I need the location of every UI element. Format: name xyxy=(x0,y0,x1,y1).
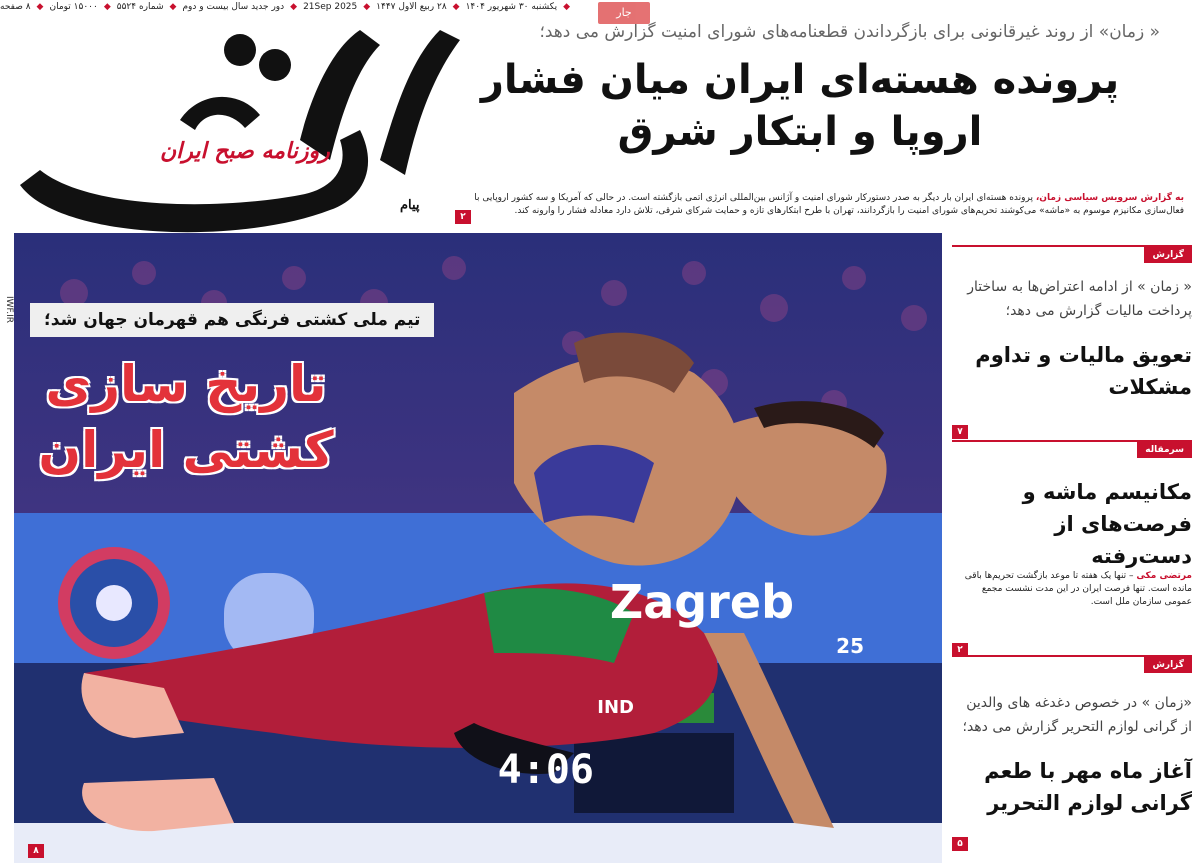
banner-text: Zagreb xyxy=(609,575,794,629)
masthead xyxy=(0,10,470,240)
main-story-text: پرونده هسته‌ای ایران بار دیگر به صدر دستورکار شورای امنیت و آژانس بین‌المللی انرژی اتمی بازگشته است. در حالی که آمریکا و سه کشور اروپایی با فعال‌سازی مکانیزم موسوم به «ماشه» می‌کوشند تحریم‌های شورای امنیت را بازگردانند، تهران با طرح ابتکارهای تازه و حمایت شرکای شرقی، تلاش دارد معادله فشار را وارونه کند. xyxy=(474,193,1184,216)
masthead-payam: پیام xyxy=(400,198,420,213)
section-tag: گزارش xyxy=(1144,247,1192,263)
stationery-report-page-number[interactable]: ۵ xyxy=(952,837,968,851)
bullet-icon: ◆ xyxy=(36,2,44,12)
main-story-lead: به گزارش سرویس سیاسی زمان، xyxy=(1035,193,1184,203)
issue-pages: ۸ صفحه xyxy=(0,2,31,12)
scoreboard-time: 4:06 xyxy=(497,747,594,793)
editorial-title: مکانیسم ماشه و فرصت‌های از دست‌رفته xyxy=(1022,480,1192,568)
stationery-report-title: آغاز ماه مهر با طعم گرانی لوازم التحریر xyxy=(984,759,1192,815)
tax-report-kicker: « زمان » از ادامه اعتراض‌ها به ساختار پرداخت مالیات گزارش می دهد؛ xyxy=(967,279,1192,319)
stamp-badge: جار xyxy=(598,2,650,24)
tax-report-title: تعویق مالیات و تداوم مشکلات xyxy=(975,343,1192,399)
stationery-report-kicker: «زمان » در خصوص دغدغه های والدین از گرانی لوازم التحریر گزارش می دهد؛ xyxy=(962,695,1192,735)
main-story-title-line1: پرونده هسته‌ای ایران میان فشار xyxy=(480,57,1120,103)
main-story-body xyxy=(464,192,1184,218)
bullet-icon: ◆ xyxy=(452,2,460,12)
right-column xyxy=(952,245,1192,860)
issue-number: شماره ۵۵۲۴ xyxy=(116,2,164,12)
photo-headline-line1: تاریخ سازی xyxy=(45,355,327,413)
photo-source-label: IWF.IR xyxy=(4,296,14,324)
masthead-tagline: روزنامه صبح ایران xyxy=(160,138,330,164)
issue-series: دور جدید سال بیست و دوم xyxy=(182,2,285,12)
issue-hijri-date: ۲۸ ربیع الاول ۱۴۴۷ xyxy=(376,2,447,12)
editorial-text: – تنها یک هفته تا موعد بازگشت تحریم‌ها باقی مانده است. تنها فرصت ایران در این مدت نشست مجمع عمومی سازمان ملل است. xyxy=(964,571,1192,607)
section-tag: سرمقاله xyxy=(1137,442,1192,458)
main-story-title[interactable] xyxy=(440,54,1160,158)
photo-kicker: تیم ملی کشتی فرنگی هم قهرمان جهان شد؛ xyxy=(30,303,434,337)
photo-page-number[interactable]: ۸ xyxy=(28,844,44,858)
banner-subtext: 25 xyxy=(836,634,864,658)
photo-headline-line2: کشتی ایران xyxy=(38,421,334,479)
bullet-icon: ◆ xyxy=(169,2,177,12)
bullet-icon: ◆ xyxy=(290,2,298,12)
editorial-author: مرتضی مکی xyxy=(1136,571,1192,581)
issue-date: یکشنبه ۳۰ شهریور ۱۴۰۴ xyxy=(465,2,558,12)
stationery-report-section[interactable] xyxy=(952,655,1192,860)
flag-label: IND xyxy=(597,697,634,718)
tax-report-page-number[interactable]: ۷ xyxy=(952,425,968,439)
issue-gregorian-date: 21Sep 2025 xyxy=(303,2,358,12)
main-story-page-number[interactable]: ۲ xyxy=(455,210,471,224)
issue-price: ۱۵۰۰۰ تومان xyxy=(49,2,98,12)
bullet-icon: ◆ xyxy=(103,2,111,12)
wrestling-photo[interactable] xyxy=(14,233,942,863)
main-story-kicker: « زمان» از روند غیرقانونی برای بازگرداندن قطعنامه‌های شورای امنیت گزارش می دهد؛ xyxy=(539,22,1160,42)
bullet-icon: ◆ xyxy=(563,2,571,12)
photo-headline[interactable] xyxy=(26,351,346,483)
editorial-body xyxy=(954,570,1192,609)
main-story-title-line2: اروپا و ابتکار شرق xyxy=(617,109,983,155)
editorial-section[interactable] xyxy=(952,440,1192,660)
editorial-page-number[interactable]: ۲ xyxy=(952,643,968,657)
tax-report-section[interactable] xyxy=(952,245,1192,445)
bullet-icon: ◆ xyxy=(363,2,371,12)
section-tag: گزارش xyxy=(1144,657,1192,673)
